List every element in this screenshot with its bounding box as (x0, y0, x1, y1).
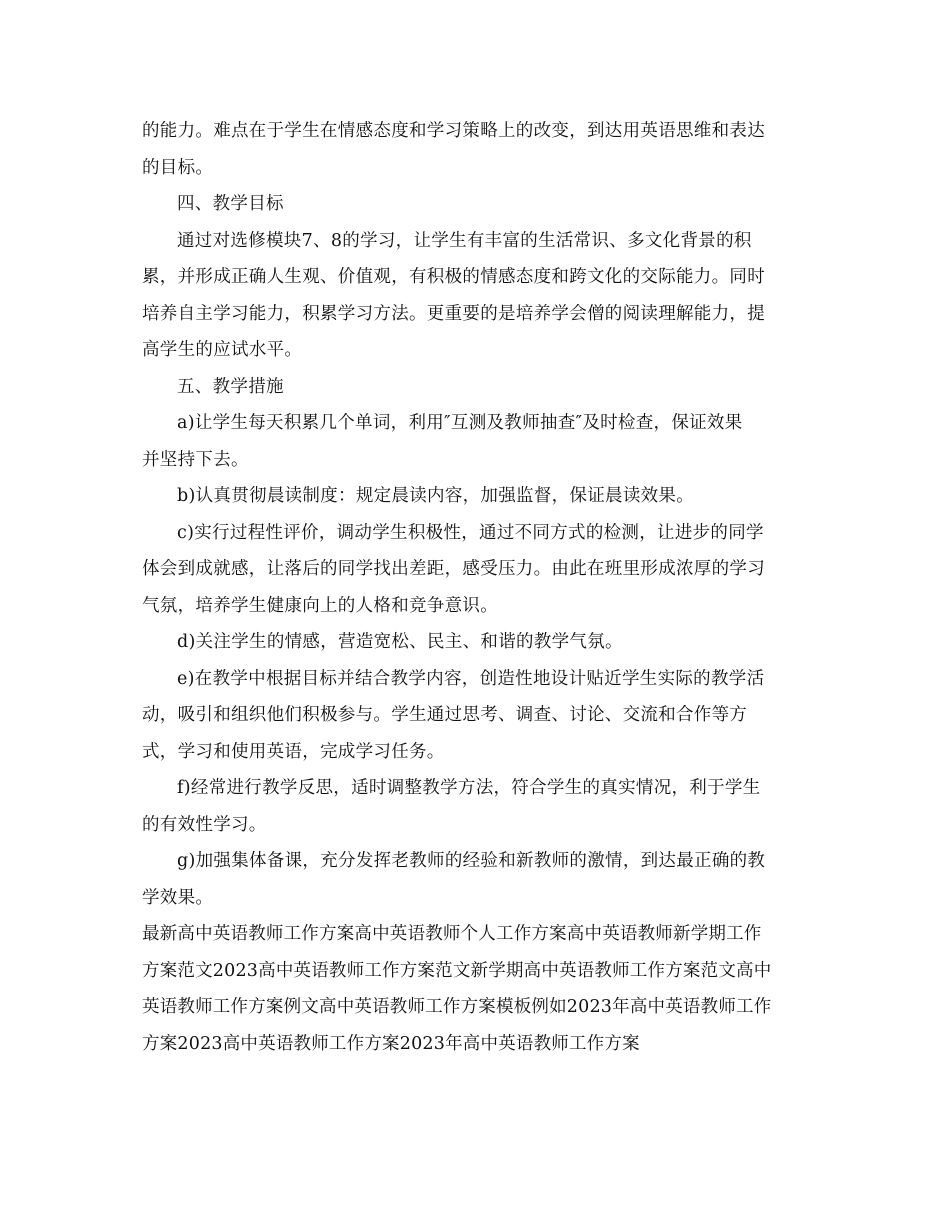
measure-item-a (142, 405, 802, 478)
footer-line: 英语教师工作方案例文高中英语教师工作方案模板例如2023年高中英语教师工作 (142, 997, 772, 1017)
measure-item-d (142, 624, 802, 661)
measure-item-g (142, 843, 802, 916)
text-line: 动，吸引和组织他们积极参与。学生通过思考、调查、讨论、交流和合作等方 (142, 705, 748, 725)
text-line: 高学生的应试水平。 (142, 340, 303, 360)
text-line: f)经常进行教学反思，适时调整教学方法，符合学生的真实情况，利于学生 (177, 778, 761, 798)
text-line: 培养自主学习能力，积累学习方法。更重要的是培养学会僧的阅读理解能力，提 (142, 303, 765, 324)
text-line: 的目标。 (142, 157, 214, 178)
measure-item-f (142, 770, 802, 843)
text-line: 学效果。 (142, 887, 214, 908)
measure-item-e (142, 661, 802, 771)
measure-item-c (142, 515, 802, 625)
footer-line: 方案2023高中英语教师工作方案2023年高中英语教师工作方案 (142, 1033, 640, 1054)
related-keywords-footer (142, 916, 802, 1062)
text-line: b)认真贯彻晨读制度：规定晨读内容，加强监督，保证晨读效果。 (177, 486, 695, 506)
text-line: 体会到成就感，让落后的同学找出差距，感受压力。由此在班里形成浓厚的学习 (142, 559, 765, 579)
intro-paragraph (142, 113, 802, 186)
text-line: 气氛，培养学生健康向上的人格和竞争意识。 (142, 595, 498, 616)
footer-line: 最新高中英语教师工作方案高中英语教师个人工作方案高中英语教师新学期工作 (142, 924, 762, 944)
text-line: 并坚持下去。 (142, 449, 249, 470)
text-line: 式，学习和使用英语，完成学习任务。 (142, 741, 445, 762)
document-page (142, 113, 802, 1062)
section-heading-goals: 四、教学目标 (177, 194, 284, 214)
text-line: 的有效性学习。 (142, 814, 267, 835)
section-heading-measures: 五、教学措施 (177, 376, 284, 397)
text-line: 的能力。难点在于学生在情感态度和学习策略上的改变，到达用英语思维和表达 (142, 121, 765, 141)
goals-paragraph (142, 223, 802, 369)
measure-item-b (142, 478, 802, 515)
footer-line: 方案范文2023高中英语教师工作方案范文新学期高中英语教师工作方案范文高中 (142, 960, 772, 981)
text-line: g)加强集体备课，充分发挥老教师的经验和新教师的激情，到达最正确的教 (177, 851, 766, 871)
text-line: d)关注学生的情感，营造宽松、民主、和谐的教学气氛。 (177, 632, 623, 652)
text-line: c)实行过程性评价，调动学生积极性，通过不同方式的检测，让进步的同学 (177, 522, 764, 543)
text-line: a)让学生每天积累几个单词，利用″互测及教师抽查″及时检查，保证效果 (177, 413, 743, 433)
text-line: 累，并形成正确人生观、价值观，有积极的情感态度和跨文化的交际能力。同时 (142, 267, 765, 287)
text-line: 通过对选修模块7、8的学习，让学生有丰富的生活常识、多文化背景的积 (177, 230, 752, 251)
text-line: e)在教学中根据目标并结合教学内容，创造性地设计贴近学生实际的教学活 (177, 668, 765, 689)
